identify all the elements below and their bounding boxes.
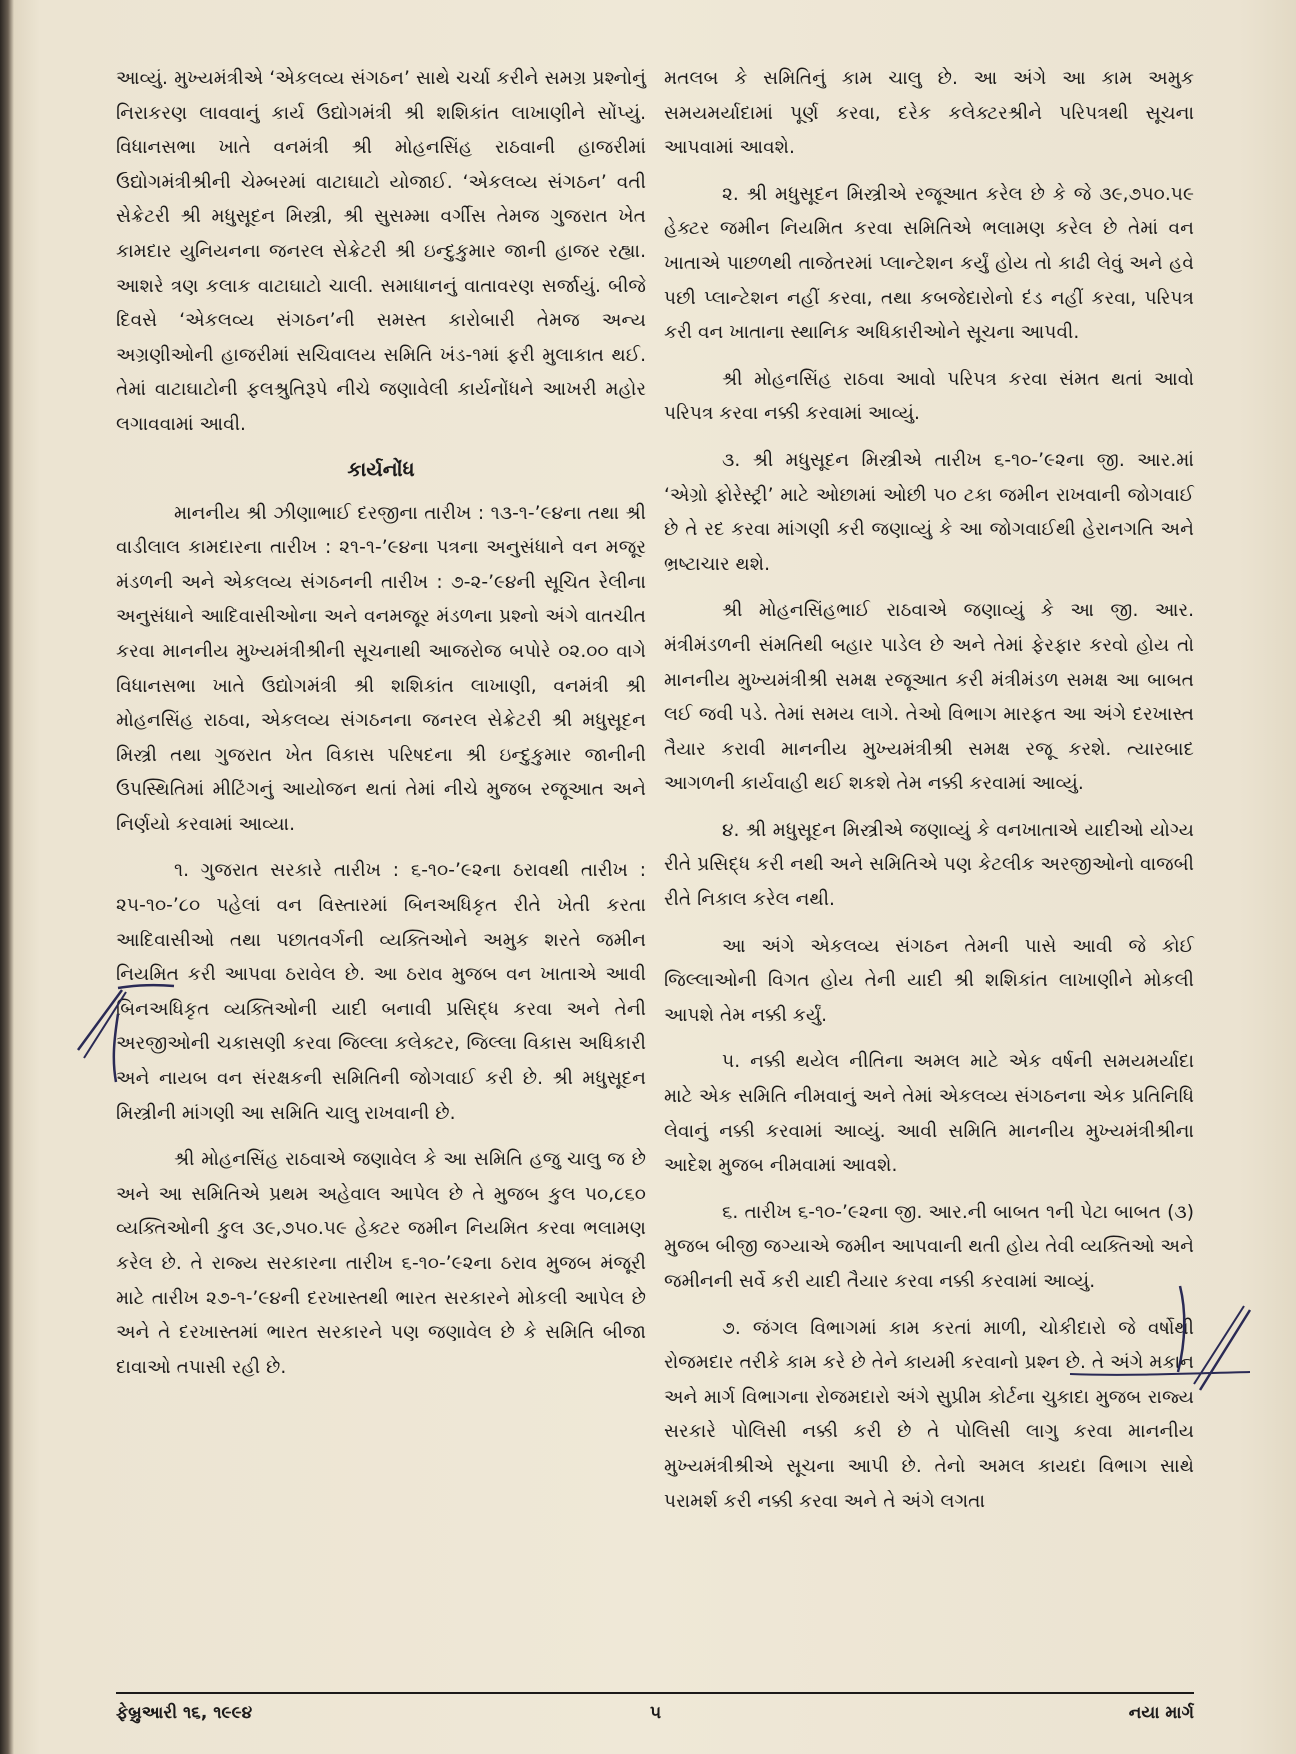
point-3-reply: શ્રી મોહનસિંહભાઈ રાઠવાએ જણાવ્યું કે આ જી. આર. મંત્રીમંડળની સંમતિથી બહાર પાડેલ છે અને તેમાં ફેરફાર કરવો હોય તો માનનીય મુખ્યમંત્રીશ્રી સમક્ષ રજૂઆત કરી મંત્રીમંડળ સમક્ષ આ બાબત લઈ જવી પડે. તેમાં સમય લાગે. તેઓ વિભાગ મારફત આ અંગે દરખાસ્ત તૈયાર કરાવી માનનીય મુખ્યમંત્રીશ્રી સમક્ષ રજૂ કરશે. ત્યારબાદ આગળની કાર્યવાહી થઈ શકશે તેમ નક્કી કરવામાં આવ્યું. <box>664 600 1194 795</box>
minutes-paragraph: માનનીય શ્રી ઝીણાભાઈ દરજીના તારીખ : ૧૩-૧-’૯૪ના તથા શ્રી વાડીલાલ કામદારના તારીખ : ૨૧-૧-’૯૪ના પત્રના અનુસંધાને વન મજૂર મંડળની અને એકલવ્ય સંગઠનની તારીખ : ૭-૨-’૯૪ની સૂચિત રેલીના અનુસંધાને આદિવાસીઓના અને વનમજૂર મંડળના પ્રશ્નો અંગે વાતચીત કરવા માનનીય મુખ્યમંત્રીશ્રીની સૂચનાથી આજરોજ બપોરે ૦૨.૦૦ વાગે વિધાનસભા ખાતે ઉદ્યોગમંત્રી શ્રી શશિકાંત લાખાણી, વનમંત્રી શ્રી મોહનસિંહ રાઠવા, એકલવ્ય સંગઠનના જનરલ સેક્રેટરી શ્રી મધુસૂદન મિસ્ત્રી તથા ગુજરાત ખેત વિકાસ પરિષદના શ્રી ઇન્દુકુમાર જાનીની ઉપસ્થિતિમાં મીટિંગનું આયોજન થતાં તેમાં નીચે મુજબ રજૂઆત અને નિર્ણયો કરવામાં આવ્યા. <box>116 502 646 835</box>
issue-date: ફેબ્રુઆરી ૧૬, ૧૯૯૪ <box>116 1703 253 1723</box>
left-column <box>116 62 646 1397</box>
point-1-reply: શ્રી મોહનસિંહ રાઠવાએ જણાવેલ કે આ સમિતિ હજુ ચાલુ જ છે અને આ સમિતિએ પ્રથમ અહેવાલ આપેલ છે તે મુજબ કુલ ૫૦,૮૬૦ વ્યક્તિઓની કુલ ૩૯,૭૫૦.૫૯ હેક્ટર જમીન નિયમિત કરવા ભલામણ કરેલ છે. તે રાજ્ય સરકારના તારીખ ૬-૧૦-’૯૨ના ઠરાવ મુજબ મંજૂરી માટે તારીખ ૨૭-૧-’૯૪ની દરખાસ્તથી ભારત સરકારને મોકલી આપેલ છે અને તે દરખાસ્તમાં ભારત સરકારને પણ જણાવેલ છે કે સમિતિ બીજા દાવાઓ તપાસી રહી છે. <box>116 1149 646 1378</box>
page-footer <box>116 1692 1194 1730</box>
magazine-name: નયા માર્ગ <box>1128 1703 1194 1723</box>
section-heading: કાર્યનોંધ <box>347 456 415 481</box>
continuation-paragraph: મતલબ કે સમિતિનું કામ ચાલુ છે. આ અંગે આ કામ અમુક સમયમર્યાદામાં પૂર્ણ કરવા, દરેક કલેક્ટરશ્રીને પરિપત્રથી સૂચના આપવામાં આવશે. <box>664 68 1194 159</box>
pen-margin-mark-right <box>1060 1280 1260 1400</box>
point-3: ૩. શ્રી મધુસૂદન મિસ્ત્રીએ તારીખ ૬-૧૦-’૯૨ના જી. આર.માં ‘એગ્રો ફોરેસ્ટ્રી’ માટે ઓછામાં ઓછી ૫૦ ટકા જમીન રાખવાની જોગવાઈ છે તે રદ કરવા માંગણી કરી જણાવ્યું કે આ જોગવાઈથી હેરાનગતિ અને ભ્રષ્ટાચાર થશે. <box>664 449 1194 575</box>
torn-page-edge <box>0 0 14 1754</box>
point-6: ૬. તારીખ ૬-૧૦-’૯૨ના જી. આર.ની બાબત ૧ની પેટા બાબત (૩) મુજબ બીજી જગ્યાએ જમીન આપવાની થતી હોય તેવી વ્યક્તિઓ અને જમીનની સર્વે કરી યાદી તૈયાર કરવા નક્કી કરવામાં આવ્યું. <box>664 1201 1194 1292</box>
page-number: ૫ <box>650 1703 662 1723</box>
point-2-reply: શ્રી મોહનસિંહ રાઠવા આવો પરિપત્ર કરવા સંમત થતાં આવો પરિપત્ર કરવા નક્કી કરવામાં આવ્યું. <box>664 368 1194 425</box>
point-4: ૪. શ્રી મધુસૂદન મિસ્ત્રીએ જણાવ્યું કે વનખાતાએ યાદીઓ યોગ્ય રીતે પ્રસિદ્ધ કરી નથી અને સમિતિએ પણ કેટલીક અરજીઓનો વાજબી રીતે નિકાલ કરેલ નથી. <box>664 819 1194 911</box>
point-1: ૧. ગુજરાત સરકારે તારીખ : ૬-૧૦-’૯૨ના ઠરાવથી તારીખ : ૨૫-૧૦-’૮૦ પહેલાં વન વિસ્તારમાં બિનઅધિકૃત રીતે ખેતી કરતા આદિવાસીઓ તથા પછાતવર્ગની વ્યક્તિઓને અમુક શરતે જમીન નિયમિત કરી આપવા ઠરાવેલ છે. આ ઠરાવ મુજબ વન ખાતાએ આવી બિનઅધિકૃત વ્યક્તિઓની યાદી બનાવી પ્રસિદ્ધ કરવા અને તેની અરજીઓની ચકાસણી કરવા જિલ્લા કલેક્ટર, જિલ્લા વિકાસ અધિકારી અને નાયબ વન સંરક્ષકની સમિતિની જોગવાઈ કરી છે. શ્રી મધુસૂદન મિસ્ત્રીની માંગણી આ સમિતિ ચાલુ રાખવાની છે. <box>116 860 646 1124</box>
intro-paragraph: આવ્યું. મુખ્યમંત્રીએ ‘એકલવ્ય સંગઠન’ સાથે ચર્ચા કરીને સમગ્ર પ્રશ્નોનું નિરાકરણ લાવવાનું કાર્ય ઉદ્યોગમંત્રી શ્રી શશિકાંત લાખાણીને સોંપ્યું. વિધાનસભા ખાતે વનમંત્રી શ્રી મોહનસિંહ રાઠવાની હાજરીમાં ઉદ્યોગમંત્રીશ્રીની ચેમ્બરમાં વાટાઘાટો યોજાઈ. ‘એકલવ્ય સંગઠન’ વતી સેક્રેટરી શ્રી મધુસૂદન મિસ્ત્રી, શ્રી સુસમ્મા વર્ગીસ તેમજ ગુજરાત ખેત કામદાર યુનિયનના જનરલ સેક્રેટરી શ્રી ઇન્દુકુમાર જાની હાજર રહ્યા. આશરે ત્રણ કલાક વાટાઘાટો ચાલી. સમાધાનનું વાતાવરણ સર્જાયું. બીજે દિવસે ‘એકલવ્ય સંગઠન’ની સમસ્ત કારોબારી તેમજ અન્ય અગ્રણીઓની હાજરીમાં સચિવાલય સમિતિ ખંડ-૧માં ફરી મુલાકાત થઈ. તેમાં વાટાઘાટોની ફલશ્રુતિરૂપે નીચે જણાવેલી કાર્યનોંધને આખરી મહોર લગાવવામાં આવી. <box>116 68 646 435</box>
point-2: ૨. શ્રી મધુસૂદન મિસ્ત્રીએ રજૂઆત કરેલ છે કે જે ૩૯,૭૫૦.૫૯ હેક્ટર જમીન નિયમિત કરવા સમિતિએ ભલામણ કરેલ છે તેમાં વન ખાતાએ પાછળથી તાજેતરમાં પ્લાન્ટેશન કર્યું હોય તો કાઢી લેવું અને હવે પછી પ્લાન્ટેશન નહીં કરવા, તથા કબજેદારોનો દંડ નહીં કરવા, પરિપત્ર કરી વન ખાતાના સ્થાનિક અધિકારીઓને સૂચના આપવી. <box>664 183 1194 344</box>
point-5: ૫. નક્કી થયેલ નીતિના અમલ માટે એક વર્ષની સમયમર્યાદા માટે એક સમિતિ નીમવાનું અને તેમાં એકલવ્ય સંગઠનના એક પ્રતિનિધિ લેવાનું નક્કી કરવામાં આવ્યું. આવી સમિતિ માનનીય મુખ્યમંત્રીશ્રીના આદેશ મુજબ નીમવામાં આવશે. <box>664 1051 1194 1177</box>
point-4-reply: આ અંગે એકલવ્ય સંગઠન તેમની પાસે આવી જે કોઈ જિલ્લાઓની વિગત હોય તેની યાદી શ્રી શશિકાંત લાખાણીને મોકલી આપશે તેમ નક્કી કર્યું. <box>664 935 1194 1026</box>
pen-margin-mark-left <box>70 980 180 1090</box>
point-7: ૭. જંગલ વિભાગમાં કામ કરતાં માળી, ચોકીદારો જે વર્ષોથી રોજમદાર તરીકે કામ કરે છે તેને કાયમી કરવાનો પ્રશ્ન છે. તે અંગે મકાન અને માર્ગ વિભાગના રોજમદારો અંગે સુપ્રીમ કોર્ટના ચુકાદા મુજબ રાજ્ય સરકારે પોલિસી નક્કી કરી છે તે પોલિસી લાગુ કરવા માનનીય મુખ્યમંત્રીશ્રીએ સૂચના આપી છે. તેનો અમલ કાયદા વિભાગ સાથે પરામર્શ કરી નક્કી કરવા અને તે અંગે લગતા <box>664 1317 1194 1512</box>
